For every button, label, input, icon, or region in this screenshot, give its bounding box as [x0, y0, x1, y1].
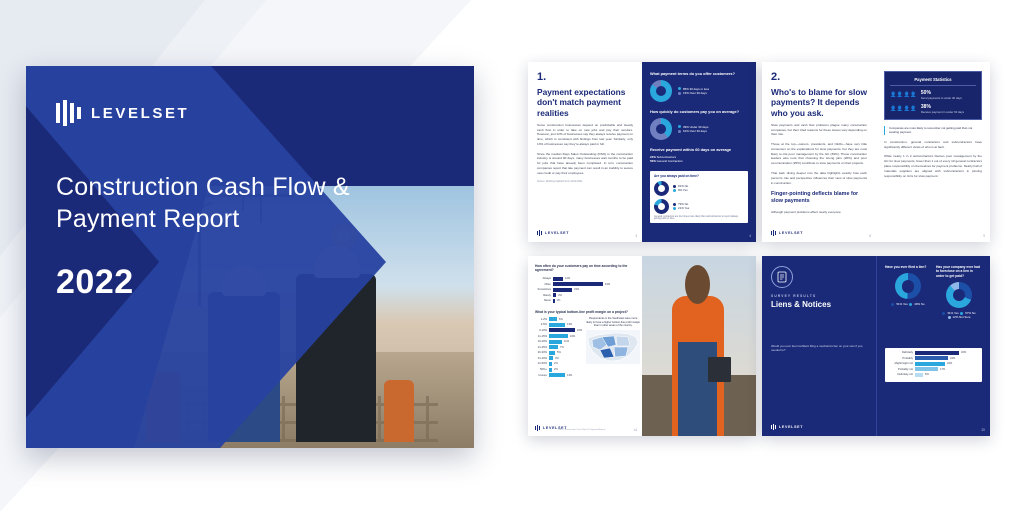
- card4-note: General contractors are four times more likely than subcontractors to report always getting paid on time.: [654, 215, 739, 220]
- card4-donut-gc: [654, 199, 669, 214]
- legend-item: 49% No: [914, 302, 925, 307]
- page-logo: [771, 424, 803, 430]
- stat-value: 50%: [920, 90, 931, 96]
- donut2-legend: [936, 311, 982, 320]
- card4-legend-gc: [673, 202, 689, 211]
- cover-content: [26, 66, 474, 448]
- bar-row: [889, 367, 978, 371]
- bar-row: [889, 351, 978, 355]
- bar: [549, 317, 557, 321]
- cover-year: 2022: [56, 263, 134, 301]
- legend-item: 21% Yes: [678, 206, 690, 211]
- stat-value: 38%: [920, 104, 931, 111]
- page-number: 4: [749, 234, 751, 238]
- bar: [553, 277, 563, 281]
- cover-title: Construction Cash Flow & Payment Report: [56, 173, 350, 233]
- stat-label: Send payments in under 30 days: [920, 96, 962, 100]
- body-paragraph-2: Since the median Days Sales Outstanding (DSO) in the construction industry is around 90 days, many businesses wait months to be paid for jobs that have already been completed. In turn, construction companies report that late payment can result in an inability to secure new credit or pay their employees.: [537, 151, 633, 175]
- page-19: [762, 256, 876, 436]
- chart1-title: How often do your customers pay on time according to the agreement?: [535, 264, 628, 273]
- bar-row: [535, 362, 582, 366]
- page-8: [762, 62, 876, 242]
- card3-values: [650, 155, 748, 164]
- card4: [650, 171, 748, 223]
- card4-legend-sub: [673, 184, 688, 193]
- card1-legend: [678, 87, 709, 96]
- panel-title: Payment Statistics: [890, 77, 976, 86]
- bar-row: [535, 323, 582, 327]
- bar-label: 6-10%: [539, 328, 547, 332]
- page-4: [642, 62, 756, 242]
- card3-title: Receive payment within 60 days on average: [650, 147, 732, 152]
- page-14: [528, 256, 642, 436]
- bar: [549, 356, 553, 360]
- bar-row: [535, 345, 582, 349]
- card2-title: How quickly do customers pay you on average?: [650, 109, 740, 114]
- spread-profit-margins: [528, 256, 756, 436]
- report-cover: [26, 66, 474, 448]
- donut1-legend: [885, 302, 931, 306]
- levelset-logo-icon: [535, 425, 541, 431]
- legend-item: 9% Yes: [678, 188, 688, 193]
- bar-label: Often: [544, 282, 551, 286]
- bar-label: 21-25%: [537, 345, 547, 349]
- page-logo-text: LEVELSET: [545, 231, 570, 235]
- bar-value: 24%: [950, 356, 956, 360]
- document-icon-svg: [777, 271, 787, 283]
- legend-item: 51% Yes: [896, 302, 908, 307]
- callout-text: Companies are more likely to remember not getting paid than not sending payment.: [884, 126, 982, 135]
- legend-item: 15% Over 30 days: [683, 91, 707, 95]
- bar-row: [535, 351, 582, 355]
- card3-value: 50%: [650, 159, 656, 164]
- card3-label: General Contractors: [656, 159, 683, 164]
- bar-value: 1%: [556, 299, 561, 303]
- legend-item: 61% Over 30 days: [683, 129, 707, 133]
- body-paragraph-1: In construction, general contractors and subcontractors have significantly different views of who is at fault.: [884, 139, 982, 149]
- page-number: 14: [633, 428, 637, 432]
- bar-value: 2%: [554, 368, 558, 372]
- bar-label: Might/might not: [894, 362, 913, 366]
- lien-confidence-chart: [885, 348, 982, 382]
- bar-value: 61%: [605, 282, 611, 286]
- bar: [553, 288, 572, 292]
- page-20: [876, 256, 990, 436]
- bar-label: 41-50%: [537, 362, 547, 366]
- bar: [915, 367, 938, 371]
- bar: [553, 293, 556, 297]
- bar: [915, 356, 948, 360]
- bar-value: 2%: [554, 362, 558, 366]
- bar-row: [535, 293, 635, 297]
- levelset-logo-icon: [56, 100, 82, 126]
- page-logo-text: LEVELSET: [779, 425, 804, 429]
- bar-row: [889, 373, 978, 377]
- bar-row: [535, 334, 582, 338]
- section-title: Who's to blame for slow payments? It depends who you ask.: [771, 87, 867, 118]
- bar-row: [535, 373, 582, 377]
- bar-row: [535, 328, 582, 332]
- page-logo: [537, 230, 569, 236]
- page-logo-text: LEVELSET: [543, 426, 568, 430]
- bar-row: [535, 277, 635, 281]
- bar: [549, 362, 552, 366]
- cover-logo: [56, 100, 444, 126]
- bar-label: Sometimes: [537, 288, 551, 292]
- page-logo-text: LEVELSET: [779, 231, 804, 235]
- bar-value: 23%: [574, 288, 580, 292]
- usa-map: [586, 330, 640, 364]
- bar-label: 31-40%: [537, 356, 547, 360]
- bar-value: 13%: [567, 373, 573, 377]
- bar-value: 7%: [560, 345, 564, 349]
- people-icon: 👤👤👤👤: [890, 91, 917, 98]
- bar-value: 12%: [565, 277, 571, 281]
- bar: [549, 334, 568, 338]
- bar-row: [535, 340, 582, 344]
- section-eyebrow: SURVEY RESULTS: [771, 294, 817, 298]
- legend-item: 12% Not Sure: [952, 315, 971, 320]
- usa-map-svg: [586, 330, 640, 364]
- worker-photo: [642, 256, 756, 436]
- bar-value: 22%: [947, 362, 953, 366]
- bar-label: 16-20%: [537, 340, 547, 344]
- legend-item: 91% No: [678, 183, 689, 188]
- section-number: 1.: [537, 71, 547, 83]
- footnote: Source: Working Capital Forum 2019-2021: [537, 179, 583, 183]
- bar-value: 32%: [961, 351, 967, 355]
- bar: [915, 351, 959, 355]
- bar: [553, 282, 603, 286]
- donut-filed-lien: [895, 273, 921, 299]
- bar-value: 11%: [564, 340, 569, 344]
- bar-label: Definitely not: [897, 373, 913, 377]
- bar-value: 5%: [557, 351, 561, 355]
- subsection-title: Finger-pointing deflects blame for slow payments: [771, 191, 859, 205]
- bar: [549, 323, 565, 327]
- bar: [553, 299, 555, 303]
- legend-item: 31% Yes: [947, 310, 959, 315]
- bar: [549, 345, 558, 349]
- bar: [915, 362, 945, 366]
- card3-label: Subcontractors: [656, 155, 677, 159]
- page-number: 20: [981, 428, 985, 432]
- map-caption: Respondents in the Southwest were more likely to have a higher bottom-line profit margin than in other areas of the country.: [586, 317, 641, 328]
- legend-item: 79% No: [678, 201, 689, 206]
- card1-title: What payment terms do you offer customers?: [650, 71, 735, 76]
- bar-label: 1-2%: [540, 317, 547, 321]
- levelset-logo-icon: [537, 230, 543, 236]
- page-9: [876, 62, 990, 242]
- bar-label: Always: [542, 277, 551, 281]
- card1-donut: [650, 80, 672, 102]
- section-title: Payment expectations don't match payment realities: [537, 87, 626, 118]
- bar-row: [535, 317, 582, 321]
- bar-label: 3-5%: [540, 323, 547, 327]
- body-paragraph-2: Those at the top—owners, presidents, and CEOs—have very little consensus on the explanations for slow payments, but they are most likely to cite poor management by the GC (39%). These construction leaders also note that choosing the wrong jobs (26%) and poor communication (25%) contribute to slow payments on their projects.: [771, 142, 867, 166]
- legend-item: 57% No: [965, 310, 976, 315]
- page-footnote: 2022 Construction Cash Flow & Payment Report: [558, 429, 606, 431]
- stat-label: Receive payment in under 60 days: [920, 110, 964, 115]
- page-15-photo: [642, 256, 756, 436]
- body-paragraph-2: While nearly 1 in 2 subcontractors blames poor management by the GC for slow payments, fewer than 1 out of every 10 general contractors place responsibility on themselves for payment problems. Nearly half of materials suppliers are aligned with subcontractors in pinning responsibility on GCs for slow payment.: [884, 154, 982, 178]
- bar-label: 11-15%: [537, 334, 547, 338]
- bar-label: Unsure: [538, 373, 547, 377]
- body-paragraph-1: Some construction businesses depend on predictable and steady cash flow in order to take on new jobs and pay their vendors. However, just 12% of businesses say they always receive payment on time, which is consistent with findings from last year. Similarly, only 13% of businesses say they're always paid in full.: [537, 122, 633, 146]
- card2-donut: [650, 118, 672, 140]
- bar-label: Definitely: [901, 351, 913, 355]
- bar-label: Probably not: [897, 367, 913, 371]
- lien-document-icon: [771, 266, 793, 288]
- bar-row: [535, 299, 635, 303]
- page-number: 9: [983, 234, 985, 238]
- bar-row: [889, 356, 978, 360]
- bar-value: 6%: [559, 317, 563, 321]
- page-number: 3: [635, 234, 637, 238]
- bar-value: 3%: [558, 293, 562, 297]
- bar: [549, 373, 565, 377]
- lien-confidence-question: Would you ever feel confident filing a mechanics lien on your own if you needed to?: [771, 343, 863, 352]
- bar-label: 26-30%: [537, 351, 547, 355]
- people-icon: 👤👤👤👤: [890, 105, 917, 112]
- bar-value: 16%: [570, 334, 576, 338]
- bar: [549, 351, 555, 355]
- levelset-logo-icon: [771, 230, 777, 236]
- chart-profit-margin: [535, 317, 582, 379]
- bar-value: 22%: [577, 328, 583, 332]
- bar-row: [535, 282, 635, 286]
- card4-donut-sub: [654, 181, 669, 196]
- photo-tablet: [708, 357, 731, 382]
- bar-label: Probably: [902, 356, 913, 360]
- bar-row: [535, 356, 582, 360]
- spread-liens-notices: [762, 256, 990, 436]
- section-number: 2.: [771, 71, 781, 83]
- bar: [549, 328, 575, 332]
- card3-value: 24%: [650, 155, 656, 159]
- bar-row: [535, 288, 635, 292]
- bar: [549, 368, 552, 372]
- donut-foreclose-lien: [946, 282, 972, 308]
- body-paragraph-1: Slow payments and cash flow problems plague many construction companies, but their cited reasons for these issues vary depending on their role.: [771, 122, 867, 137]
- spread-blame-slow-payments: [762, 62, 990, 242]
- section-title: Liens & Notices: [771, 300, 832, 309]
- page-logo: [771, 230, 803, 236]
- bar-value: 13%: [567, 323, 573, 327]
- bar-value: 17%: [940, 367, 946, 371]
- levelset-logo-icon: [771, 424, 777, 430]
- bar: [549, 340, 562, 344]
- donut2-title: Has your company ever had to foreclose on a lien in order to get paid?: [936, 265, 980, 278]
- bar-value: 6%: [925, 373, 929, 377]
- card2-legend: [678, 125, 708, 134]
- page-3: [528, 62, 642, 242]
- chart-pay-on-time: [535, 277, 635, 303]
- spread-payment-expectations: [528, 62, 756, 242]
- page-number: 8: [869, 234, 871, 238]
- body-paragraph-3: That said, diving deeper into the data highlights exactly how each person's role and perspective influences their view of slow payments in construction.: [771, 171, 867, 185]
- bar-row: [889, 362, 978, 366]
- bar-label: Rarely: [543, 293, 551, 297]
- bar-label: 50%+: [540, 368, 547, 372]
- card4-title: Are you always paid on time?: [654, 173, 699, 178]
- subsection-paragraph: Although payment problems affect nearly everyone: [771, 209, 841, 214]
- bar-value: 3%: [555, 356, 559, 360]
- bar-row: [535, 368, 582, 372]
- legend-item: 39% Under 30 days: [683, 124, 709, 129]
- payment-statistics-panel: [884, 71, 982, 120]
- bar: [915, 373, 923, 377]
- legend-item: 85% 30 days or less: [683, 86, 710, 91]
- chart2-title: What is your typical bottom-line profit margin on a project?: [535, 309, 628, 314]
- bar-label: Never: [543, 299, 551, 303]
- donut1-title: Have you ever filed a lien?: [885, 265, 927, 269]
- cover-logo-text: LEVELSET: [91, 104, 190, 122]
